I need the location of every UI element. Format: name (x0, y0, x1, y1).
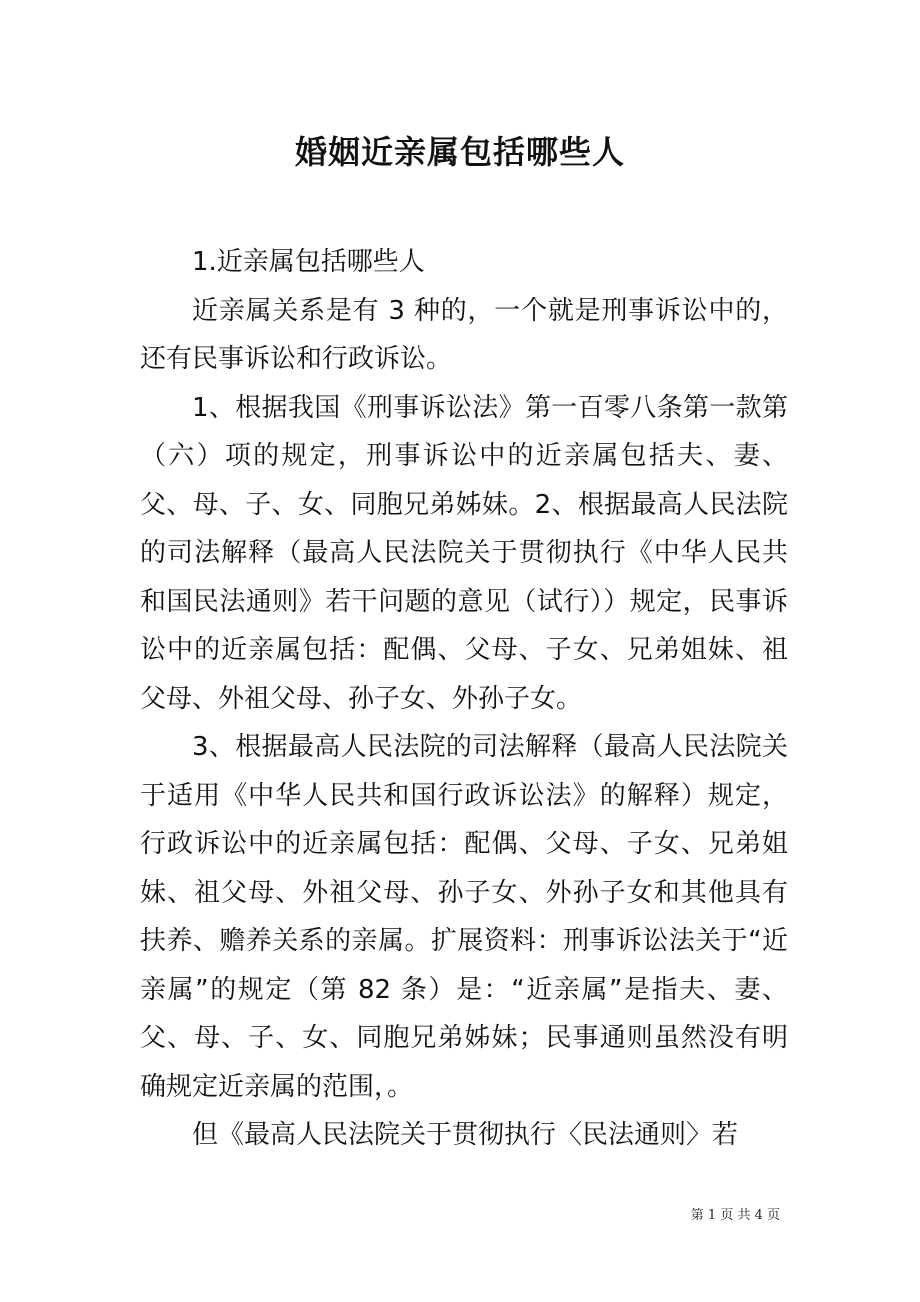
section-heading: 1.近亲属包括哪些人 (192, 247, 425, 277)
document-body (140, 238, 788, 1160)
paragraph-administrative: 3、根据最高人民法院的司法解释（最高人民法院关于适用《中华人民共和国行政诉讼法》的解释）规定，行政诉讼中的近亲属包括：配偶、父母、子女、兄弟姐妹、祖父母、外祖父母、孙子女、外孙子女和其他具有扶养、赡养关系的亲属。扩展资料：刑事诉讼法关于“近亲属”的规定（第 82 条）是：“近亲属”是指夫、妻、父、母、子、女、同胞兄弟姊妹；民事通则虽然没有明确规定近亲属的范围，。 (140, 732, 788, 1102)
page-number-footer: 第 1 页 共 4 页 (690, 1208, 780, 1223)
paragraph-criminal-civil: 1、根据我国《刑事诉讼法》第一百零八条第一款第（六）项的规定，刑事诉讼中的近亲属包括夫、妻、父、母、子、女、同胞兄弟姊妹。2、根据最高人民法院的司法解释（最高人民法院关于贯彻执行《中华人民共和国民法通则》若干问题的意见（试行））规定，民事诉讼中的近亲属包括：配偶、父母、子女、兄弟姐妹、祖父母、外祖父母、孙子女、外孙子女。 (140, 392, 788, 714)
paragraph-continued: 但《最高人民法院关于贯彻执行〈民法通则〉若 (192, 1120, 739, 1150)
paragraph-intro: 近亲属关系是有 3 种的，一个就是刑事诉讼中的，还有民事诉讼和行政诉讼。 (140, 295, 788, 374)
document-title: 婚姻近亲属包括哪些人 (294, 133, 625, 171)
